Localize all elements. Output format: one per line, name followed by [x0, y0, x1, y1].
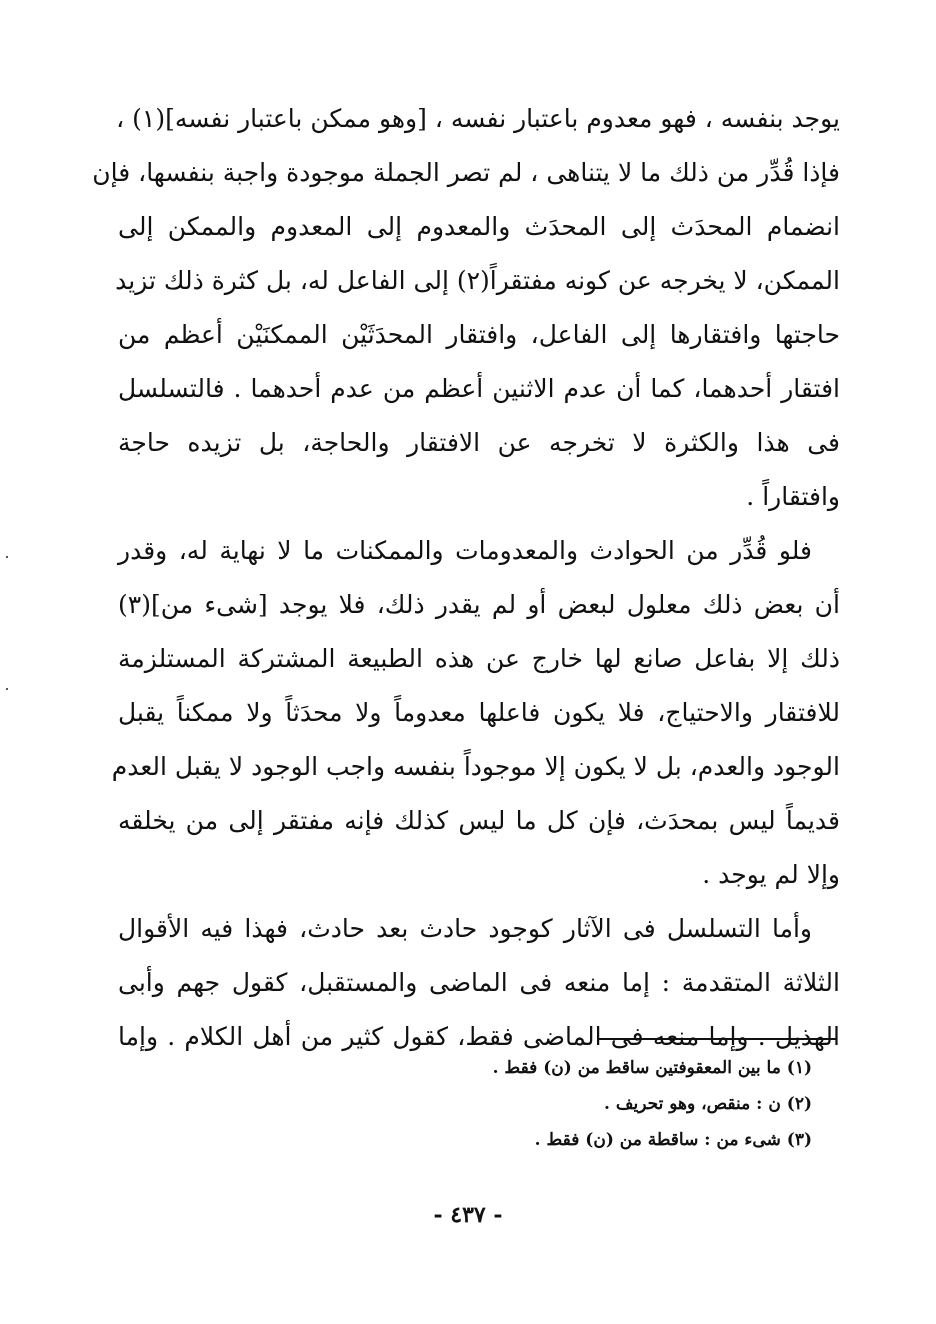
- footnote-item: (٣) شىء من : ساقطة من (ن) فقط .: [534, 1130, 812, 1150]
- text-line: فى هذا والكثرة لا تخرجه عن الافتقار والحاجة، بل تزيده حاجة: [118, 428, 840, 457]
- page-number: - ٤٣٧ -: [433, 1202, 503, 1228]
- footnote-item: (٢) ن : منقص، وهو تحريف .: [604, 1094, 812, 1114]
- text-line: فلو قُدِّر من الحوادث والمعدومات والممكنات ما لا نهاية له، وقدر: [118, 536, 812, 565]
- text-line: افتقار أحدهما، كما أن عدم الاثنين أعظم من عدم أحدهما . فالتسلسل: [118, 374, 840, 403]
- scan-speck: [6, 556, 8, 558]
- scan-speck: [6, 688, 8, 690]
- text-line: وأما التسلسل فى الآثار كوجود حادث بعد حادث، فهذا فيه الأقوال: [118, 914, 812, 943]
- footnote-item: (١) ما بين المعقوفتين ساقط من (ن) فقط .: [492, 1058, 812, 1078]
- text-line: الثلاثة المتقدمة : إما منعه فى الماضى والمستقبل، كقول جهم وأبى: [118, 968, 840, 997]
- text-line: قديماً ليس بمحدَث، فإن كل ما ليس كذلك فإنه مفتقر إلى من يخلقه: [118, 806, 840, 835]
- text-line: حاجتها وافتقارها إلى الفاعل، وافتقار المحدَثَيْن الممكنَيْن أعظم من: [118, 320, 840, 349]
- text-line: الهذيل . وإما منعه فى الماضى فقط، كقول كثير من أهل الكلام . وإما: [118, 1022, 840, 1051]
- text-line: الوجود والعدم، بل لا يكون إلا موجوداً بنفسه واجب الوجود لا يقبل العدم: [111, 752, 840, 781]
- text-line: انضمام المحدَث إلى المحدَث والمعدوم إلى المعدوم والممكن إلى: [118, 212, 840, 241]
- main-text-block: [92, 92, 840, 1064]
- text-line: أن بعض ذلك معلول لبعض أو لم يقدر ذلك، فلا يوجد [شىء من](٣): [118, 590, 840, 619]
- footnote-divider: [598, 1038, 836, 1040]
- text-line: يوجد بنفسه ، فهو معدوم باعتبار نفسه ، [وهو ممكن باعتبار نفسه](١) ،: [116, 104, 840, 133]
- text-line: الممكن، لا يخرجه عن كونه مفتقراً(٢) إلى الفاعل له، بل كثرة ذلك تزيد: [115, 266, 840, 295]
- text-line: وافتقاراً .: [746, 482, 840, 511]
- text-line: وإلا لم يوجد .: [702, 860, 840, 889]
- text-line: فإذا قُدِّر من ذلك ما لا يتناهى ، لم تصر الجملة موجودة واجبة بنفسها، فإن: [92, 158, 840, 187]
- text-line: للافتقار والاحتياج، فلا يكون فاعلها معدوماً ولا محدَثاً ولا ممكناً يقبل: [118, 698, 840, 727]
- footnotes: [300, 1050, 812, 1158]
- text-line: ذلك إلا بفاعل صانع لها خارج عن هذه الطبيعة المشتركة المستلزمة: [118, 644, 840, 673]
